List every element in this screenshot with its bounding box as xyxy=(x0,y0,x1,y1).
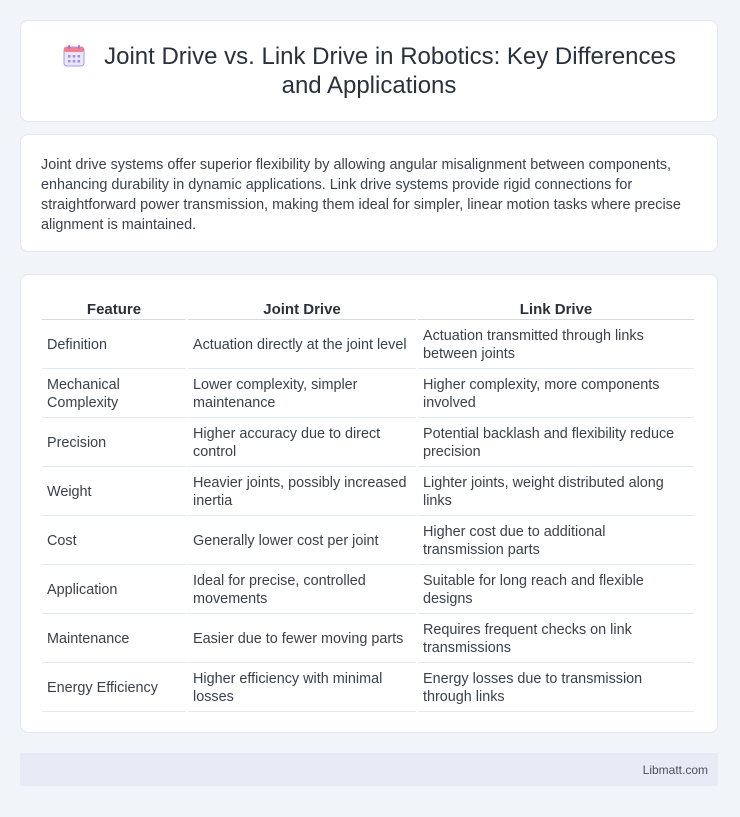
feature-cell: Weight xyxy=(42,468,186,516)
joint-drive-cell: Generally lower cost per joint xyxy=(188,517,416,565)
feature-cell: Energy Efficiency xyxy=(42,664,186,712)
table-row xyxy=(42,419,694,467)
feature-cell: Precision xyxy=(42,419,186,467)
link-drive-cell: Potential backlash and flexibility reduce precision xyxy=(418,419,694,467)
feature-cell: Cost xyxy=(42,517,186,565)
calendar-icon xyxy=(62,44,86,68)
joint-drive-cell: Lower complexity, simpler maintenance xyxy=(188,370,416,418)
link-drive-cell: Actuation transmitted through links between joints xyxy=(418,321,694,369)
page-title-wrap xyxy=(57,42,681,100)
joint-drive-cell: Heavier joints, possibly increased inertia xyxy=(188,468,416,516)
table-header-row xyxy=(42,295,694,320)
table-row xyxy=(42,468,694,516)
table-row xyxy=(42,615,694,663)
intro-card xyxy=(20,134,718,252)
footer xyxy=(20,753,718,786)
table-row xyxy=(42,321,694,369)
intro-text: Joint drive systems offer superior flexibility by allowing angular misalignment between components, enhancing durability in dynamic applications. Link drive systems provide rigid connections for straightforward power transmission, making them ideal for simpler, linear motion tasks where precise alignment is maintained. xyxy=(41,157,681,233)
feature-cell: Mechanical Complexity xyxy=(42,370,186,418)
comparison-table xyxy=(40,294,696,713)
link-drive-cell: Higher complexity, more components involved xyxy=(418,370,694,418)
comparison-table-card xyxy=(20,274,718,733)
page-title: Joint Drive vs. Link Drive in Robotics: Key Differences and Applications xyxy=(104,43,676,99)
joint-drive-cell: Higher accuracy due to direct control xyxy=(188,419,416,467)
joint-drive-cell: Ideal for precise, controlled movements xyxy=(188,566,416,614)
joint-drive-cell: Actuation directly at the joint level xyxy=(188,321,416,369)
table-row xyxy=(42,370,694,418)
link-drive-cell: Requires frequent checks on link transmissions xyxy=(418,615,694,663)
joint-drive-cell: Easier due to fewer moving parts xyxy=(188,615,416,663)
joint-drive-cell: Higher efficiency with minimal losses xyxy=(188,664,416,712)
table-row xyxy=(42,517,694,565)
link-drive-cell: Lighter joints, weight distributed along links xyxy=(418,468,694,516)
link-drive-cell: Higher cost due to additional transmission parts xyxy=(418,517,694,565)
link-drive-cell: Suitable for long reach and flexible designs xyxy=(418,566,694,614)
table-row xyxy=(42,566,694,614)
title-card xyxy=(20,20,718,122)
header-link-drive: Link Drive xyxy=(418,295,694,320)
table-row xyxy=(42,664,694,712)
feature-cell: Maintenance xyxy=(42,615,186,663)
footer-site-link[interactable]: Libmatt.com xyxy=(642,762,708,777)
header-joint-drive: Joint Drive xyxy=(188,295,416,320)
link-drive-cell: Energy losses due to transmission through links xyxy=(418,664,694,712)
header-feature: Feature xyxy=(42,295,186,320)
feature-cell: Application xyxy=(42,566,186,614)
feature-cell: Definition xyxy=(42,321,186,369)
